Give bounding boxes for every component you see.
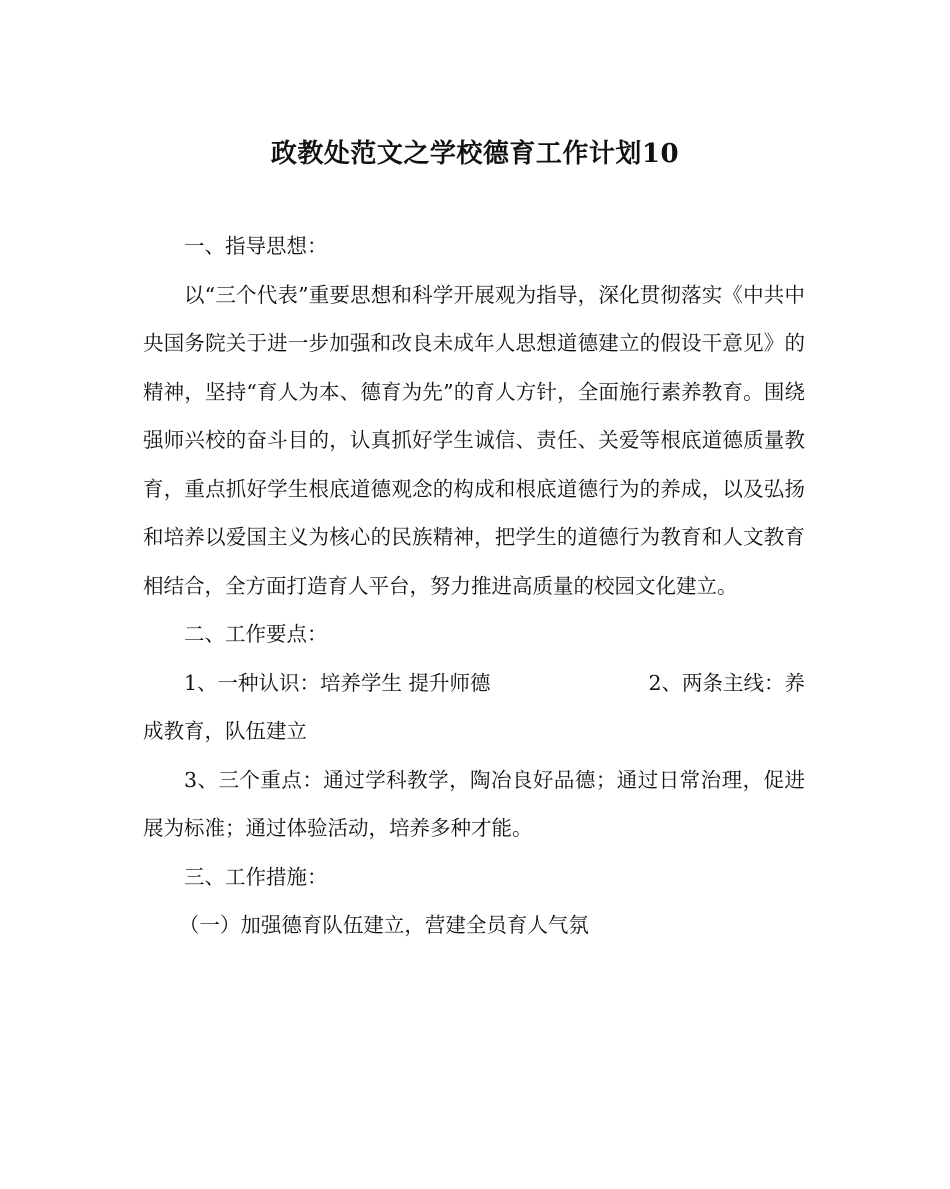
points-row [143, 659, 805, 708]
document-title: 政教处范文之学校德育工作计划10 [270, 139, 680, 169]
point-3: 3、三个重点：通过学科教学，陶冶良好品德；通过日常治理，促进展为标准；通过体验活动，培养多种才能。 [143, 767, 805, 840]
point-2-start: 2、两条主线：养 [648, 670, 805, 695]
point-1: 1、一种认识：培养学生 提升师德 [184, 670, 491, 695]
section-1-paragraph: 以“三个代表”重要思想和科学开展观为指导，深化贯彻落实《中共中央国务院关于进一步加强和改良未成年人思想道德建立的假设干意见》的精神，坚持“育人为本、德育为先”的育人方针，全面施行素养教育。围绕强师兴校的奋斗目的，认真抓好学生诚信、责任、关爱等根底道德质量教育，重点抓好学生根底道德观念的构成和根底道德行为的养成，以及弘扬和培养以爱国主义为核心的民族精神，把学生的道德行为教育和人文教育相结合，全方面打造育人平台，努力推进高质量的校园文化建立。 [143, 282, 805, 598]
section-2-heading: 二、工作要点： [184, 622, 328, 646]
document-body [143, 222, 805, 950]
point-2-end: 成教育，队伍建立 [143, 719, 307, 743]
section-1-heading: 一、指导思想： [184, 234, 328, 258]
section-3-heading: 三、工作措施： [184, 864, 328, 889]
section-3-subheading-1: （一）加强德育队伍建立，营建全员育人气氛 [178, 913, 589, 937]
